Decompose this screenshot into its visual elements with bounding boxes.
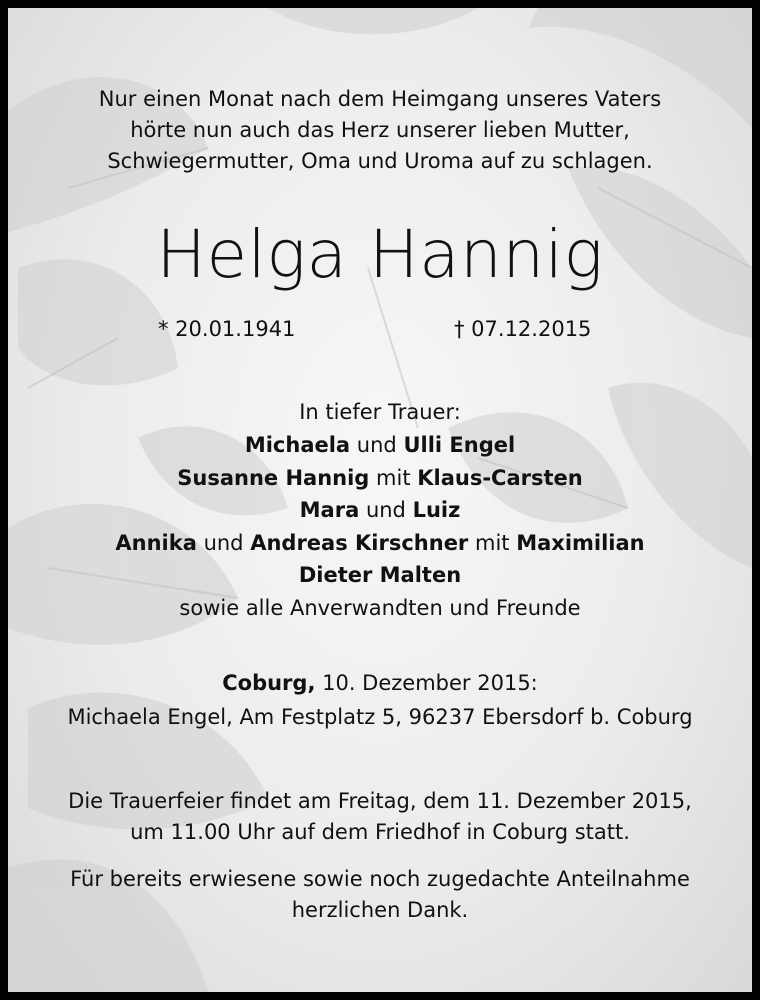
mourner-relatives-line: sowie alle Anverwandten und Freunde: [179, 595, 581, 620]
conjunction: und: [365, 498, 406, 522]
ceremony-line: um 11.00 Uhr auf dem Friedhof in Coburg statt.: [130, 820, 630, 844]
contact-address: Michaela Engel, Am Festplatz 5, 96237 Ebersdorf b. Coburg: [67, 705, 693, 729]
mourner-name: Annika: [115, 530, 197, 555]
mourner-name: Andreas Kirschner: [250, 530, 469, 555]
mourners-block: [8, 396, 752, 624]
birth-date: * 20.01.1941: [158, 317, 296, 341]
mourner-name: Ulli Engel: [403, 433, 516, 457]
intro-line: Nur einen Monat nach dem Heimgang unseres Vaters: [98, 87, 662, 111]
mourner-name: Susanne Hannig: [177, 465, 370, 490]
thanks-text: [8, 864, 752, 926]
mourner-name: Maximilian: [516, 530, 645, 555]
intro-line: Schwiegermutter, Oma und Uroma auf zu schlagen.: [107, 149, 653, 173]
mourner-line: [8, 494, 752, 527]
ceremony-info: [8, 786, 752, 848]
thanks-line: herzlichen Dank.: [291, 898, 469, 922]
mourner-name: Luiz: [412, 498, 461, 522]
deceased-name: Helga Hannig: [156, 216, 604, 293]
conjunction: mit: [376, 465, 411, 490]
obituary-notice: [8, 8, 752, 992]
mourner-name: Klaus-Carsten: [417, 465, 583, 490]
mourner-name: Michaela: [244, 433, 351, 457]
mourner-line: [8, 559, 752, 592]
notice-content: [8, 8, 752, 992]
mourner-line: [8, 527, 752, 560]
place-date-line: [8, 666, 752, 700]
mourner-line: [8, 462, 752, 495]
mourner-name: Dieter Malten: [298, 563, 462, 587]
conjunction: und: [356, 433, 397, 457]
place-date: 10. Dezember 2015:: [322, 671, 538, 695]
mourning-heading: In tiefer Trauer:: [299, 400, 461, 424]
intro-text: [8, 84, 752, 177]
place-and-address: [8, 666, 752, 734]
mourner-name: Mara: [299, 498, 360, 522]
place-city: Coburg,: [222, 671, 316, 695]
thanks-line: Für bereits erwiesene sowie noch zugedachte Anteilnahme: [70, 867, 690, 891]
mourner-line: [8, 429, 752, 462]
conjunction: mit: [474, 530, 510, 555]
death-date: † 07.12.2015: [454, 317, 592, 341]
ceremony-line: Die Trauerfeier findet am Freitag, dem 11. Dezember 2015,: [68, 789, 692, 813]
intro-line: hörte nun auch das Herz unserer lieben Mutter,: [130, 118, 630, 142]
conjunction: und: [203, 530, 244, 555]
